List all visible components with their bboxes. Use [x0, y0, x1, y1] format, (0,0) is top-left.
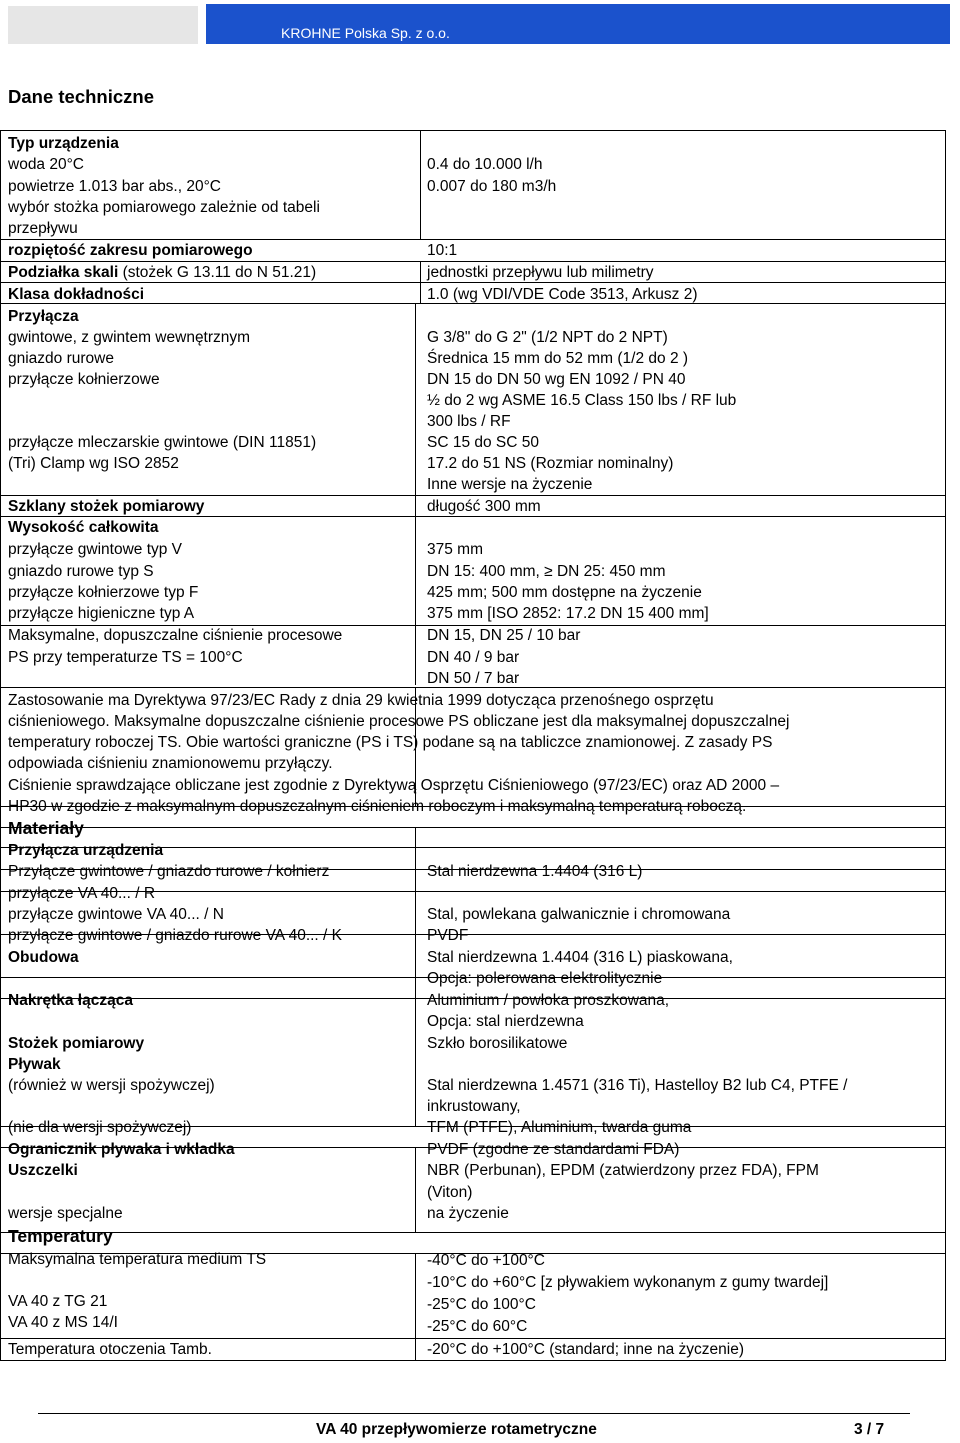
test-pressure-text: Ciśnienie sprawdzające obliczane jest zgodnie z Dyrektywą Osprzętu Ciśnieniowego (97/23/EC) oraz AD 2000 –: [8, 777, 780, 794]
air-value: 0.007 do 180 m3/h: [427, 178, 557, 195]
nut-label: Nakrętka łącząca: [8, 992, 133, 1009]
max-pressure-value-3: DN 50 / 7 bar: [427, 670, 520, 687]
seals-label: Uszczelki: [8, 1162, 78, 1179]
type-a-label: przyłącze higieniczne typ A: [8, 605, 195, 622]
directive-text-2: ciśnieniowego. Maksymalne dopuszczalne ciśnienie procesowe PS obliczane jest dla maksymalnej dopuszczalnej: [8, 713, 790, 730]
cone-value: Szkło borosilikatowe: [427, 1035, 568, 1052]
type-f-label: przyłącze kołnierzowe typ F: [8, 584, 199, 601]
directive-text: Zastosowanie ma Dyrektywa 97/23/EC Rady z dnia 29 kwietnia 1999 dotycząca przenośnego osprzętu: [8, 692, 714, 709]
rubber-float-temp-value: -10°C do +60°C [z pływakiem wykonanym z gumy twardej]: [427, 1274, 829, 1291]
materials-section-title: Materiały: [8, 818, 84, 838]
water-value: 0.4 do 10.000 l/h: [427, 156, 543, 173]
float-value: Stal nierdzewna 1.4571 (316 Ti), Hastelloy B2 lub C4, PTFE /: [427, 1077, 848, 1094]
flange-label: przyłącze kołnierzowe: [8, 371, 160, 388]
max-pressure-label-2: PS przy temperaturze TS = 100°C: [8, 649, 243, 666]
special-versions-value: na życzenie: [427, 1205, 509, 1222]
scale-label-rest: (stożek G 13.11 do N 51.21): [118, 264, 317, 281]
footer-rule: [38, 1413, 910, 1414]
scale-label-bold: Podziałka skali: [8, 264, 119, 281]
material-row-4-label: przyłącze gwintowe / gniazdo rurowe VA 40... / K: [8, 927, 342, 944]
temperatures-section-title: Temperatury: [8, 1226, 113, 1246]
flange-value-3: 300 lbs / RF: [427, 413, 511, 430]
nut-value: Aluminium / powłoka proszkowana,: [427, 992, 670, 1009]
brand-bar: [8, 4, 950, 44]
housing-label: Obudowa: [8, 949, 79, 966]
type-v-value: 375 mm: [427, 541, 483, 558]
device-connections-label: Przyłącza urządzenia: [8, 842, 164, 859]
type-s-value: DN 15: 400 mm, ≥ DN 25: 450 mm: [427, 563, 666, 580]
float-stop-value: PVDF (zgodne ze standardami FDA): [427, 1141, 680, 1158]
brand-bar-left: [8, 6, 198, 44]
row-divider: [1, 1232, 945, 1233]
max-temp-label: Maksymalna temperatura medium TS: [8, 1251, 267, 1268]
column-divider: [415, 1253, 416, 1361]
test-pressure-text-2: HP30 w zgodzie z maksymalnym dopuszczalnym ciśnieniem roboczym i maksymalną temperaturą roboczą.: [8, 798, 747, 815]
material-row-2-label: przyłącze VA 40... / R: [8, 885, 156, 902]
material-row-1-value: Stal nierdzewna 1.4404 (316 L): [427, 863, 643, 880]
column-divider: [415, 304, 416, 685]
float-value-3: TFM (PTFE), Aluminium, twarda guma: [427, 1119, 692, 1136]
flange-value-2: ½ do 2 wg ASME 16.5 Class 150 lbs / RF lub: [427, 392, 737, 409]
cone-selection-text: wybór stożka pomiarowego zależnie od tabeli: [8, 199, 320, 216]
thread-value: G 3/8" do G 2" (1/2 NPT do 2 NPT): [427, 329, 668, 346]
seals-value-2: (Viton): [427, 1184, 473, 1201]
float-value-2: inkrustowany,: [427, 1098, 521, 1115]
material-row-1-label: Przyłącze gwintowe / gniazdo rurowe / kołnierz: [8, 863, 330, 880]
air-label: powietrze 1.013 bar abs., 20°C: [8, 178, 221, 195]
tg21-value: -25°C do 100°C: [427, 1296, 536, 1313]
type-v-label: przyłącze gwintowe typ V: [8, 541, 183, 558]
glass-cone-label: Szklany stożek pomiarowy: [8, 498, 205, 515]
clamp-value: 17.2 do 51 NS (Rozmiar nominalny): [427, 455, 674, 472]
float-food-label: (również w wersji spożywczej): [8, 1077, 215, 1094]
ambient-temp-value: -20°C do +100°C (standard; inne na życzenie): [427, 1341, 744, 1358]
nut-value-2: Opcja: stal nierdzewna: [427, 1013, 584, 1030]
type-f-value: 425 mm; 500 mm dostępne na życzenie: [427, 584, 702, 601]
socket-value: Średnica 15 mm do 52 mm (1/2 do 2 ): [427, 350, 689, 367]
column-divider: [415, 827, 416, 1126]
device-type-label: Typ urządzenia: [8, 135, 119, 152]
column-divider: [420, 261, 421, 303]
max-pressure-value-2: DN 40 / 9 bar: [427, 649, 520, 666]
page-number: 3 / 7: [854, 1421, 885, 1438]
column-divider: [420, 131, 421, 239]
thread-label: gwintowe, z gwintem wewnętrznym: [8, 329, 251, 346]
company-name: KROHNE Polska Sp. z o.o.: [281, 25, 450, 41]
material-row-3-label: przyłącze gwintowe VA 40... / N: [8, 906, 224, 923]
footer-title: VA 40 przepływomierze rotametryczne: [316, 1421, 597, 1438]
total-height-label: Wysokość całkowita: [8, 519, 159, 536]
glass-cone-value: długość 300 mm: [427, 498, 541, 515]
other-versions-value: Inne wersje na życzenie: [427, 476, 593, 493]
type-s-label: gniazdo rurowe typ S: [8, 563, 154, 580]
material-row-4-value: PVDF: [427, 927, 469, 944]
float-stop-label: Ogranicznik pływaka i wkładka: [8, 1141, 235, 1158]
special-versions-label: wersje specjalne: [8, 1205, 123, 1222]
cone-selection-text-2: przepływu: [8, 220, 78, 237]
dairy-value: SC 15 do SC 50: [427, 434, 540, 451]
float-nonfood-label: (nie dla wersji spożywczej): [8, 1119, 192, 1136]
scale-label: [8, 262, 316, 283]
material-row-3-value: Stal, powlekana galwanicznie i chromowana: [427, 906, 731, 923]
flange-value: DN 15 do DN 50 wg EN 1092 / PN 40: [427, 371, 686, 388]
dairy-label: przyłącze mleczarskie gwintowe (DIN 11851): [8, 434, 317, 451]
housing-value-2: Opcja: polerowana elektrolitycznie: [427, 970, 663, 987]
page-title: Dane techniczne: [8, 86, 154, 107]
scale-value: jednostki przepływu lub milimetry: [427, 264, 654, 281]
range-value: 10:1: [427, 242, 458, 259]
clamp-label: (Tri) Clamp wg ISO 2852: [8, 455, 179, 472]
type-a-value: 375 mm [ISO 2852: 17.2 DN 15 400 mm]: [427, 605, 709, 622]
range-label: rozpiętość zakresu pomiarowego: [8, 242, 253, 259]
row-divider: [1, 827, 945, 828]
ambient-temp-label: Temperatura otoczenia Tamb.: [8, 1341, 212, 1358]
ms14-value: -25°C do 60°C: [427, 1318, 528, 1335]
water-label: woda 20°C: [8, 156, 84, 173]
housing-value: Stal nierdzewna 1.4404 (316 L) piaskowana,: [427, 949, 733, 966]
cone-label: Stożek pomiarowy: [8, 1035, 145, 1052]
column-divider: [415, 1147, 416, 1232]
socket-label: gniazdo rurowe: [8, 350, 114, 367]
ms14-label: VA 40 z MS 14/I: [8, 1314, 118, 1331]
max-pressure-label: Maksymalne, dopuszczalne ciśnienie procesowe: [8, 627, 343, 644]
directive-text-4: odpowiada ciśnieniu znamionowemu przyłączy.: [8, 755, 333, 772]
tg21-label: VA 40 z TG 21: [8, 1293, 108, 1310]
accuracy-value: 1.0 (wg VDI/VDE Code 3513, Arkusz 2): [427, 286, 698, 303]
directive-text-3: temperatury roboczej TS. Obie wartości graniczne (PS i TS) podane są na tabliczce znamionowej. Z zasady PS: [8, 734, 773, 751]
max-temp-value: -40°C do +100°C: [427, 1252, 545, 1269]
float-label: Pływak: [8, 1056, 61, 1073]
seals-value: NBR (Perbunan), EPDM (zatwierdzony przez FDA), FPM: [427, 1162, 819, 1179]
connections-label: Przyłącza: [8, 308, 79, 325]
accuracy-label: Klasa dokładności: [8, 286, 145, 303]
max-pressure-value: DN 15, DN 25 / 10 bar: [427, 627, 581, 644]
